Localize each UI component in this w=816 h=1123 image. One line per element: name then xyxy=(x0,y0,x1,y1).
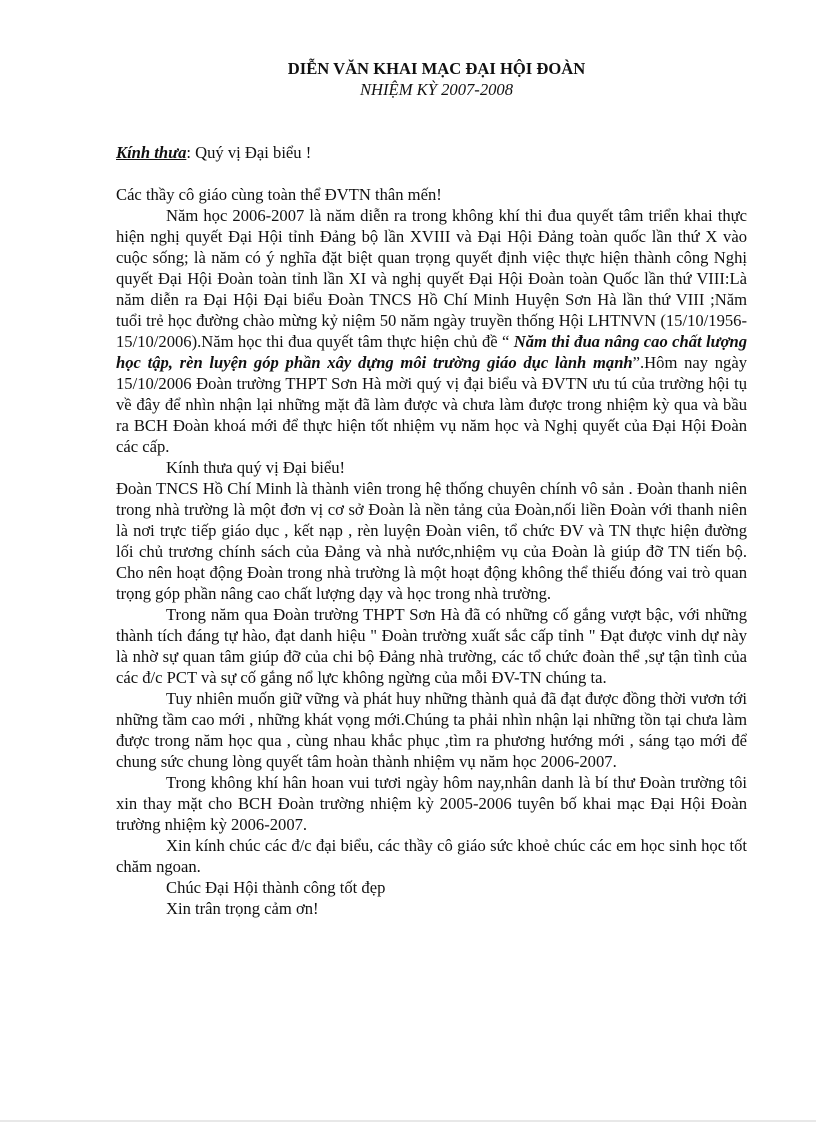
salutation-rest: : Quý vị Đại biểu ! xyxy=(186,143,312,162)
document-page xyxy=(116,58,747,919)
address-paragraph: Kính thưa quý vị Đại biểu! xyxy=(166,458,346,477)
document-subtitle: NHIỆM KỲ 2007-2008 xyxy=(359,80,514,99)
document-title: DIỄN VĂN KHAI MẠC ĐẠI HỘI ĐOÀN xyxy=(287,59,586,78)
salutation xyxy=(116,142,747,163)
opening-paragraph xyxy=(116,205,747,457)
union-role-paragraph: Đoàn TNCS Hồ Chí Minh là thành viên trong hệ thống chuyên chính vô sản . Đoàn thanh niên trong nhà trường là một đơn vị cơ sở Đoàn là nền tảng của Đoàn,nối liền Đoàn với thanh niên là nơi trực tiếp giáo dục , kết nạp , rèn luyện Đoàn viên, tổ chức ĐV và TN thực hiện đường lối chủ trương chính sách của Đảng và nhà nước,nhiệm vụ của Đoàn là giúp đỡ TN tiến bộ. Cho nên hoạt động Đoàn trong nhà trường là một hoạt động không thể thiếu đóng vai trò quan trọng góp phần nâng cao chất lượng dạy và học trong nhà trường. xyxy=(116,479,747,603)
opening-text-continued: ”.Hôm nay ngày 15/10/2006 Đoàn trường THPT Sơn Hà mời quý vị đại biểu và ĐVTN ưu tú của trường hội tụ về đây để nhìn nhận lại những mặt đã làm được và chưa làm được trong nhiệm kỳ qua và bầu ra BCH Đoàn khoá mới để thực hiện tốt nhiệm vụ năm học và Nghị quyết của Đại Hội Đoàn các cấp. xyxy=(116,353,748,456)
opening-declaration-paragraph: Trong không khí hân hoan vui tươi ngày hôm nay,nhân danh là bí thư Đoàn trường tôi xin thay mặt cho BCH Đoàn trường nhiệm kỳ 2005-2006 tuyên bố khai mạc Đại Hội Đoàn trường nhiệm kỳ 2006-2007. xyxy=(116,773,747,834)
theme-emphasis: Năm thi đua nâng cao chất lượng học tập, rèn luyện góp phần xây dựng môi trường giáo dục lành mạnh xyxy=(116,332,747,372)
greeting-paragraph: Các thầy cô giáo cùng toàn thể ĐVTN thân mến! xyxy=(116,185,442,204)
opening-text: Năm học 2006-2007 là năm diễn ra trong không khí thi đua quyết tâm triển khai thực hiện nghị quyết Đại Hội tỉnh Đảng bộ lần XVIII và Đại Hội Đảng toàn quốc lần thứ X vào cuộc sống; là năm có ý nghĩa đặt biệt quan trọng quyết định việc thực hiện thành công Nghị quyết Đại Hội Đoàn toàn tỉnh lần XI và nghị quyết Đại Hội Đoàn toàn Quốc lần thứ VIII:Là năm diễn ra Đại Hội Đại biểu Đoàn TNCS Hồ Chí Minh Huyện Sơn Hà lần thứ VIII ;Năm tuổi trẻ học đường chào mừng kỷ niệm 50 năm ngày truyền thống Hội LHTNVN (15/10/1956-15/10/2006).Năm học thi đua quyết tâm thực hiện chủ đề “ xyxy=(116,206,747,351)
future-goals-paragraph: Tuy nhiên muốn giữ vững và phát huy những thành quả đã đạt được đồng thời vươn tới những tầm cao mới , những khát vọng mới.Chúng ta phải nhìn nhận lại những tồn tại chưa làm được trong năm học qua , cùng nhau khắc phục ,tìm ra phương hướng mới , sáng tạo mới để chung sức chung lòng quyết tâm hoàn thành nhiệm vụ năm học 2006-2007. xyxy=(116,689,747,771)
wishes-paragraph: Xin kính chúc các đ/c đại biểu, các thầy cô giáo sức khoẻ chúc các em học sinh học tốt chăm ngoan. xyxy=(116,836,747,876)
salutation-lead: Kính thưa xyxy=(116,143,187,162)
page-bottom-edge xyxy=(0,1120,816,1122)
achievements-paragraph: Trong năm qua Đoàn trường THPT Sơn Hà đã có những cố gắng vượt bậc, với những thành tích đáng tự hào, đạt danh hiệu " Đoàn trường xuất sắc cấp tỉnh " Đạt được vinh dự này là nhờ sự quan tâm giúp đỡ của chi bộ Đảng nhà trường, các tổ chức đoàn thể ,sự tận tình của các đ/c PCT và sự cố gắng nổ lực không ngừng của mỗi ĐV-TN chúng ta. xyxy=(116,605,747,687)
success-wish-paragraph: Chúc Đại Hội thành công tốt đẹp xyxy=(166,878,386,897)
thanks-paragraph: Xin trân trọng cảm ơn! xyxy=(166,899,319,918)
